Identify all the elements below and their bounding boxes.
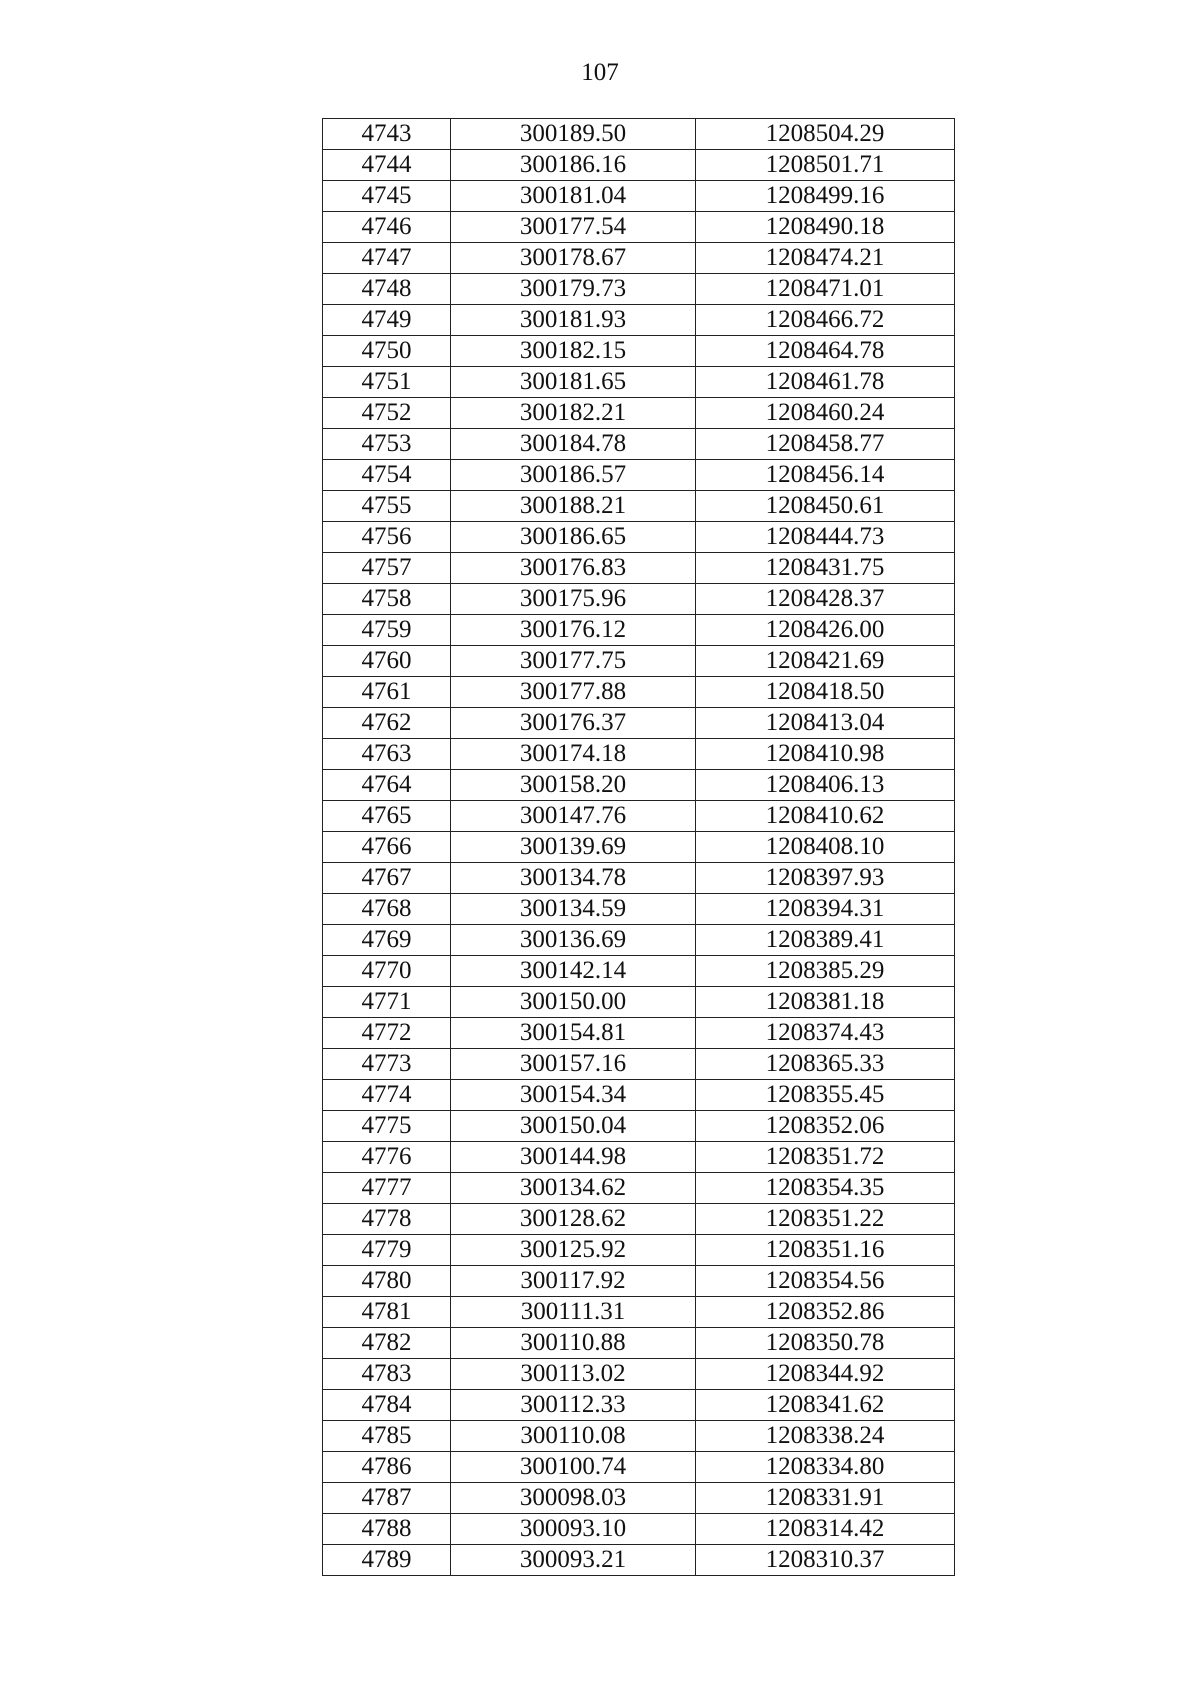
x-coordinate-cell: 300142.14	[451, 956, 696, 987]
table-row	[323, 1142, 955, 1173]
point-number-cell: 4744	[323, 150, 451, 181]
x-coordinate-cell: 300139.69	[451, 832, 696, 863]
table-row	[323, 708, 955, 739]
y-coordinate-cell: 1208490.18	[696, 212, 955, 243]
table-row	[323, 367, 955, 398]
table-row	[323, 1328, 955, 1359]
point-number-cell: 4771	[323, 987, 451, 1018]
y-coordinate-cell: 1208350.78	[696, 1328, 955, 1359]
y-coordinate-cell: 1208408.10	[696, 832, 955, 863]
table-row	[323, 1204, 955, 1235]
table-row	[323, 305, 955, 336]
x-coordinate-cell: 300181.93	[451, 305, 696, 336]
y-coordinate-cell: 1208428.37	[696, 584, 955, 615]
point-number-cell: 4756	[323, 522, 451, 553]
table-row	[323, 987, 955, 1018]
x-coordinate-cell: 300177.54	[451, 212, 696, 243]
y-coordinate-cell: 1208352.86	[696, 1297, 955, 1328]
x-coordinate-cell: 300175.96	[451, 584, 696, 615]
x-coordinate-cell: 300176.12	[451, 615, 696, 646]
x-coordinate-cell: 300150.00	[451, 987, 696, 1018]
y-coordinate-cell: 1208450.61	[696, 491, 955, 522]
y-coordinate-cell: 1208352.06	[696, 1111, 955, 1142]
y-coordinate-cell: 1208471.01	[696, 274, 955, 305]
table-row	[323, 956, 955, 987]
x-coordinate-cell: 300111.31	[451, 1297, 696, 1328]
x-coordinate-cell: 300184.78	[451, 429, 696, 460]
table-row	[323, 1452, 955, 1483]
point-number-cell: 4780	[323, 1266, 451, 1297]
x-coordinate-cell: 300110.88	[451, 1328, 696, 1359]
x-coordinate-cell: 300134.78	[451, 863, 696, 894]
y-coordinate-cell: 1208461.78	[696, 367, 955, 398]
table-row	[323, 646, 955, 677]
point-number-cell: 4763	[323, 739, 451, 770]
x-coordinate-cell: 300182.21	[451, 398, 696, 429]
point-number-cell: 4758	[323, 584, 451, 615]
x-coordinate-cell: 300176.37	[451, 708, 696, 739]
point-number-cell: 4768	[323, 894, 451, 925]
y-coordinate-cell: 1208501.71	[696, 150, 955, 181]
y-coordinate-cell: 1208351.22	[696, 1204, 955, 1235]
x-coordinate-cell: 300154.34	[451, 1080, 696, 1111]
point-number-cell: 4773	[323, 1049, 451, 1080]
x-coordinate-cell: 300134.62	[451, 1173, 696, 1204]
y-coordinate-cell: 1208413.04	[696, 708, 955, 739]
point-number-cell: 4772	[323, 1018, 451, 1049]
x-coordinate-cell: 300179.73	[451, 274, 696, 305]
x-coordinate-cell: 300128.62	[451, 1204, 696, 1235]
y-coordinate-cell: 1208504.29	[696, 119, 955, 150]
x-coordinate-cell: 300182.15	[451, 336, 696, 367]
x-coordinate-cell: 300186.16	[451, 150, 696, 181]
table-row	[323, 553, 955, 584]
point-number-cell: 4770	[323, 956, 451, 987]
x-coordinate-cell: 300181.04	[451, 181, 696, 212]
y-coordinate-cell: 1208410.98	[696, 739, 955, 770]
table-row	[323, 1266, 955, 1297]
point-number-cell: 4755	[323, 491, 451, 522]
point-number-cell: 4751	[323, 367, 451, 398]
table-row	[323, 1359, 955, 1390]
table-row	[323, 212, 955, 243]
y-coordinate-cell: 1208381.18	[696, 987, 955, 1018]
x-coordinate-cell: 300100.74	[451, 1452, 696, 1483]
x-coordinate-cell: 300125.92	[451, 1235, 696, 1266]
table-row	[323, 1080, 955, 1111]
x-coordinate-cell: 300189.50	[451, 119, 696, 150]
y-coordinate-cell: 1208310.37	[696, 1545, 955, 1576]
point-number-cell: 4784	[323, 1390, 451, 1421]
y-coordinate-cell: 1208418.50	[696, 677, 955, 708]
point-number-cell: 4761	[323, 677, 451, 708]
table-row	[323, 1235, 955, 1266]
x-coordinate-cell: 300177.88	[451, 677, 696, 708]
y-coordinate-cell: 1208410.62	[696, 801, 955, 832]
table-row	[323, 243, 955, 274]
x-coordinate-cell: 300147.76	[451, 801, 696, 832]
point-number-cell: 4766	[323, 832, 451, 863]
y-coordinate-cell: 1208394.31	[696, 894, 955, 925]
point-number-cell: 4762	[323, 708, 451, 739]
point-number-cell: 4748	[323, 274, 451, 305]
point-number-cell: 4774	[323, 1080, 451, 1111]
x-coordinate-cell: 300093.10	[451, 1514, 696, 1545]
table-row	[323, 119, 955, 150]
table-row	[323, 460, 955, 491]
table-row	[323, 1390, 955, 1421]
table-row	[323, 894, 955, 925]
y-coordinate-cell: 1208341.62	[696, 1390, 955, 1421]
point-number-cell: 4782	[323, 1328, 451, 1359]
x-coordinate-cell: 300186.65	[451, 522, 696, 553]
y-coordinate-cell: 1208385.29	[696, 956, 955, 987]
table-row	[323, 925, 955, 956]
point-number-cell: 4779	[323, 1235, 451, 1266]
y-coordinate-cell: 1208456.14	[696, 460, 955, 491]
table-row	[323, 1483, 955, 1514]
table-row	[323, 398, 955, 429]
coordinates-table	[322, 118, 955, 1576]
point-number-cell: 4781	[323, 1297, 451, 1328]
y-coordinate-cell: 1208365.33	[696, 1049, 955, 1080]
x-coordinate-cell: 300093.21	[451, 1545, 696, 1576]
y-coordinate-cell: 1208355.45	[696, 1080, 955, 1111]
table-row	[323, 832, 955, 863]
page-number: 107	[581, 59, 619, 86]
y-coordinate-cell: 1208444.73	[696, 522, 955, 553]
point-number-cell: 4747	[323, 243, 451, 274]
x-coordinate-cell: 300177.75	[451, 646, 696, 677]
point-number-cell: 4767	[323, 863, 451, 894]
x-coordinate-cell: 300144.98	[451, 1142, 696, 1173]
table-row	[323, 1018, 955, 1049]
y-coordinate-cell: 1208351.72	[696, 1142, 955, 1173]
point-number-cell: 4765	[323, 801, 451, 832]
point-number-cell: 4757	[323, 553, 451, 584]
table-row	[323, 150, 955, 181]
y-coordinate-cell: 1208458.77	[696, 429, 955, 460]
y-coordinate-cell: 1208460.24	[696, 398, 955, 429]
y-coordinate-cell: 1208314.42	[696, 1514, 955, 1545]
x-coordinate-cell: 300150.04	[451, 1111, 696, 1142]
table-row	[323, 801, 955, 832]
point-number-cell: 4753	[323, 429, 451, 460]
y-coordinate-cell: 1208464.78	[696, 336, 955, 367]
y-coordinate-cell: 1208344.92	[696, 1359, 955, 1390]
y-coordinate-cell: 1208374.43	[696, 1018, 955, 1049]
point-number-cell: 4778	[323, 1204, 451, 1235]
table-row	[323, 1173, 955, 1204]
x-coordinate-cell: 300117.92	[451, 1266, 696, 1297]
x-coordinate-cell: 300136.69	[451, 925, 696, 956]
y-coordinate-cell: 1208389.41	[696, 925, 955, 956]
table-row	[323, 1545, 955, 1576]
point-number-cell: 4746	[323, 212, 451, 243]
table-row	[323, 677, 955, 708]
table-row	[323, 863, 955, 894]
table-row	[323, 1049, 955, 1080]
y-coordinate-cell: 1208334.80	[696, 1452, 955, 1483]
point-number-cell: 4775	[323, 1111, 451, 1142]
x-coordinate-cell: 300178.67	[451, 243, 696, 274]
table-row	[323, 1297, 955, 1328]
point-number-cell: 4787	[323, 1483, 451, 1514]
point-number-cell: 4745	[323, 181, 451, 212]
y-coordinate-cell: 1208338.24	[696, 1421, 955, 1452]
point-number-cell: 4752	[323, 398, 451, 429]
y-coordinate-cell: 1208431.75	[696, 553, 955, 584]
point-number-cell: 4788	[323, 1514, 451, 1545]
point-number-cell: 4786	[323, 1452, 451, 1483]
y-coordinate-cell: 1208466.72	[696, 305, 955, 336]
point-number-cell: 4769	[323, 925, 451, 956]
table-row	[323, 522, 955, 553]
table-row	[323, 181, 955, 212]
table-row	[323, 739, 955, 770]
point-number-cell: 4777	[323, 1173, 451, 1204]
point-number-cell: 4764	[323, 770, 451, 801]
table-row	[323, 584, 955, 615]
y-coordinate-cell: 1208426.00	[696, 615, 955, 646]
x-coordinate-cell: 300157.16	[451, 1049, 696, 1080]
table-row	[323, 429, 955, 460]
x-coordinate-cell: 300134.59	[451, 894, 696, 925]
x-coordinate-cell: 300113.02	[451, 1359, 696, 1390]
x-coordinate-cell: 300110.08	[451, 1421, 696, 1452]
point-number-cell: 4749	[323, 305, 451, 336]
point-number-cell: 4785	[323, 1421, 451, 1452]
x-coordinate-cell: 300158.20	[451, 770, 696, 801]
point-number-cell: 4789	[323, 1545, 451, 1576]
table-row	[323, 1421, 955, 1452]
point-number-cell: 4750	[323, 336, 451, 367]
x-coordinate-cell: 300181.65	[451, 367, 696, 398]
table-row	[323, 336, 955, 367]
table-row	[323, 274, 955, 305]
x-coordinate-cell: 300154.81	[451, 1018, 696, 1049]
point-number-cell: 4760	[323, 646, 451, 677]
point-number-cell: 4743	[323, 119, 451, 150]
y-coordinate-cell: 1208331.91	[696, 1483, 955, 1514]
y-coordinate-cell: 1208351.16	[696, 1235, 955, 1266]
y-coordinate-cell: 1208406.13	[696, 770, 955, 801]
x-coordinate-cell: 300186.57	[451, 460, 696, 491]
y-coordinate-cell: 1208354.56	[696, 1266, 955, 1297]
table-row	[323, 1514, 955, 1545]
y-coordinate-cell: 1208397.93	[696, 863, 955, 894]
y-coordinate-cell: 1208421.69	[696, 646, 955, 677]
x-coordinate-cell: 300112.33	[451, 1390, 696, 1421]
table-row	[323, 615, 955, 646]
point-number-cell: 4783	[323, 1359, 451, 1390]
table-row	[323, 491, 955, 522]
y-coordinate-cell: 1208474.21	[696, 243, 955, 274]
x-coordinate-cell: 300176.83	[451, 553, 696, 584]
point-number-cell: 4754	[323, 460, 451, 491]
table-row	[323, 770, 955, 801]
x-coordinate-cell: 300098.03	[451, 1483, 696, 1514]
point-number-cell: 4759	[323, 615, 451, 646]
table-row	[323, 1111, 955, 1142]
x-coordinate-cell: 300174.18	[451, 739, 696, 770]
y-coordinate-cell: 1208354.35	[696, 1173, 955, 1204]
x-coordinate-cell: 300188.21	[451, 491, 696, 522]
coordinates-table-body	[323, 119, 955, 1576]
point-number-cell: 4776	[323, 1142, 451, 1173]
y-coordinate-cell: 1208499.16	[696, 181, 955, 212]
